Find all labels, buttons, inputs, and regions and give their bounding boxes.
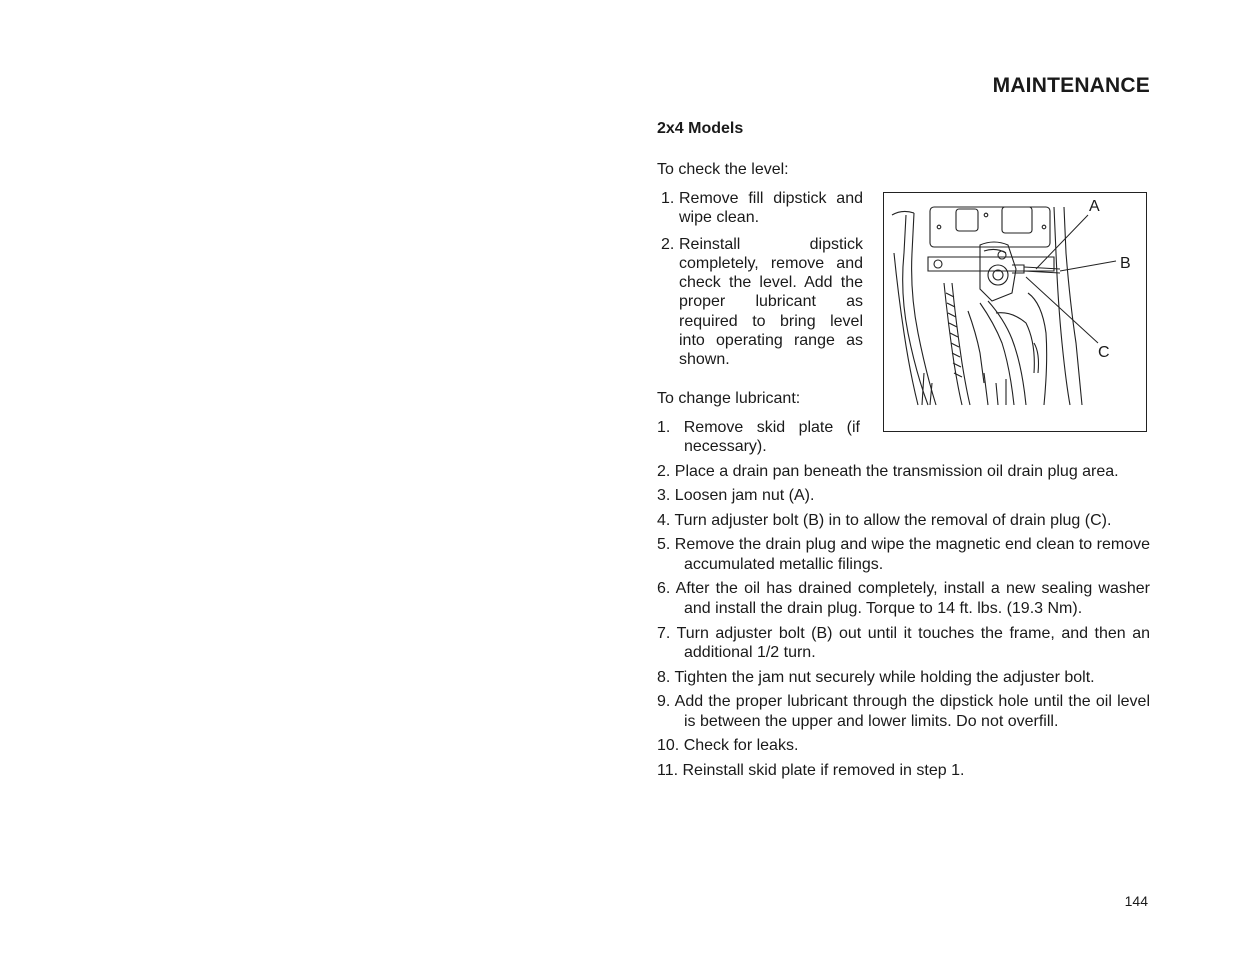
step-number: 1. <box>661 190 675 207</box>
change-lubricant-intro: To change lubricant: <box>657 390 801 407</box>
list-item: 2. Place a drain pan beneath the transmission oil drain plug area. <box>657 463 1119 480</box>
callout-c-label: C <box>1098 344 1110 361</box>
step-text: Remove skid plate (if necessary). <box>683 419 860 456</box>
list-item: 8. Tighten the jam nut securely while holding the adjuster bolt. <box>657 668 1095 686</box>
step-number: 2. <box>661 235 675 253</box>
list-item: 6. After the oil has drained completely, install a new sealing washer and install the drain plug. Torque to 14 ft. lbs. (19.3 Nm). <box>657 580 1150 618</box>
callout-b-label: B <box>1120 255 1131 272</box>
list-item: 4. Turn adjuster bolt (B) in to allow the removal of drain plug (C). <box>657 511 1112 529</box>
check-level-steps <box>657 189 863 377</box>
transmission-drain-plug-figure <box>883 192 1147 432</box>
change-lubricant-steps <box>657 462 1150 785</box>
list-item: 9. Add the proper lubricant through the dipstick hole until the oil level is between the upper and lower limits. Do not overfill. <box>657 693 1150 730</box>
models-subheading: 2x4 Models <box>657 120 744 137</box>
list-item: 11. Reinstall skid plate if removed in step 1. <box>657 761 965 779</box>
step-text: Remove fill dipstick and wipe clean. <box>679 190 863 227</box>
step-text: Reinstall dipstick completely, remove and check the level. Add the proper lubricant as required to bring level into operating range as shown. <box>679 235 863 369</box>
transmission-line-drawing <box>884 193 1148 433</box>
list-item <box>657 189 863 228</box>
check-level-intro: To check the level: <box>657 161 789 178</box>
change-lubricant-first-step <box>657 418 860 464</box>
callout-a-label: A <box>1089 198 1100 215</box>
step-number: 1. <box>657 419 671 436</box>
list-item: 10. Check for leaks. <box>657 737 799 755</box>
list-item <box>657 235 863 370</box>
list-item: 5. Remove the drain plug and wipe the magnetic end clean to remove accumulated metallic filings. <box>657 536 1150 573</box>
list-item <box>657 418 860 457</box>
list-item: 7. Turn adjuster bolt (B) out until it touches the frame, and then an additional 1/2 turn. <box>657 624 1150 662</box>
page-number: 144 <box>1124 893 1148 909</box>
page-section-title: MAINTENANCE <box>992 74 1150 97</box>
list-item: 3. Loosen jam nut (A). <box>657 487 815 505</box>
